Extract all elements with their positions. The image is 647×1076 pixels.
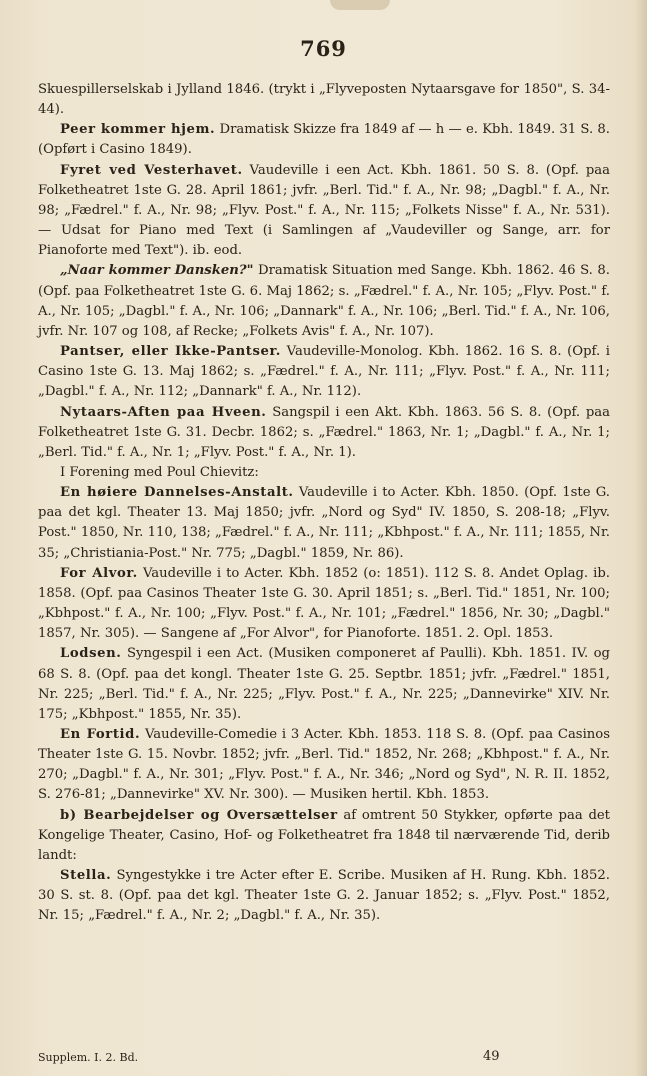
- entry-heading: I Forening med Poul Chievitz:: [60, 464, 259, 480]
- entry-title: Pantser, eller Ikke-Pantser.: [60, 344, 282, 360]
- entry-title: For Alvor.: [60, 565, 138, 581]
- page-notch: [330, 0, 390, 10]
- entry-text: Vaudeville i to Acter. Kbh. 1850. (Opf. 1ste G. paa det kgl. Theater 13. Maj 1850; jvfr. „Nord og Syd" IV. 1850, S. 208-18; „Flyv. Post." 1850, Nr. 110, 138; „Fædrel." f. A., Nr. 111; „Kbhpost." f. A., Nr. 111; 1855, Nr. 35; „Christiania-Post." Nr. 775; „Dagbl." 1859, Nr. 86).: [38, 485, 610, 561]
- entry-title: Lodsen.: [60, 646, 122, 662]
- entry-0: [38, 80, 610, 120]
- entry-text: Dramatisk Situation med Sange. Kbh. 1862. 46 S. 8. (Opf. paa Folketheatret 1ste G. 6. Maj 1862; s. „Fædrel." f. A., Nr. 105; „Flyv. Post." f. A., Nr. 105; „Dagbl." f. A., Nr. 106; „Dannark" f. A., Nr. 106; „Berl. Tid." f. A., Nr. 106, jvfr. Nr. 107 og 108, af Recke; „Folkets Avis" f. A., Nr. 107).: [38, 263, 610, 339]
- entry-8: [38, 564, 610, 645]
- entry-text: Syngestykke i tre Acter efter E. Scribe. Musiken af H. Rung. Kbh. 1852. 30 S. st. 8. (Opf. paa det kgl. Theater 1ste G. 2. Januar 1852; s. „Flyv. Post." 1852, Nr. 15; „Fædrel." f. A., Nr. 2; „Dagbl." f. A., Nr. 35).: [38, 868, 610, 924]
- entry-text: Syngespil i een Act. (Musiken componeret af Paulli). Kbh. 1851. IV. og 68 S. 8. (Opf. paa det kongl. Theater 1ste G. 25. Septbr. 1851; jvfr. „Fædrel." 1851, Nr. 225; „Berl. Tid." f. A., Nr. 225; „Flyv. Post." f. A., Nr. 225; „Dannevirke" XIV. Nr. 175; „Kbhpost." 1855, Nr. 35).: [38, 646, 610, 722]
- printer-signature: Supplem. I. 2. Bd.: [38, 1051, 139, 1064]
- entry-1: [38, 120, 610, 160]
- entry-title: „Naar kommer Dansken?": [60, 263, 254, 279]
- entry-12: [38, 866, 610, 926]
- entry-title: Peer kommer hjem.: [60, 122, 216, 138]
- entry-4: [38, 342, 610, 402]
- entry-3: [38, 261, 610, 342]
- entry-6: [38, 463, 610, 483]
- entry-text: Vaudeville-Monolog. Kbh. 1862. 16 S. 8. (Opf. i Casino 1ste G. 13. Maj 1862; s. „Fædrel." f. A., Nr. 111; „Flyv. Post." f. A., Nr. 111; „Dagbl." f. A., Nr. 112; „Dannark" f. A., Nr. 112).: [38, 344, 610, 400]
- page-number: 769: [300, 36, 347, 61]
- entry-text: Sangspil i een Akt. Kbh. 1863. 56 S. 8. (Opf. paa Folketheatret 1ste G. 31. Decbr. 1862; s. „Fædrel." 1863, Nr. 1; „Dagbl." f. A., Nr. 1; „Berl. Tid." f. A., Nr. 1; „Flyv. Post." f. A., Nr. 1).: [38, 404, 610, 460]
- entry-9: [38, 644, 610, 725]
- entry-10: [38, 725, 610, 806]
- entry-text: Vaudeville i een Act. Kbh. 1861. 50 S. 8. (Opf. paa Folketheatret 1ste G. 28. April 1861; jvfr. „Berl. Tid." f. A., Nr. 98; „Dagbl." f. A., Nr. 98; „Fædrel." f. A., Nr. 98; „Flyv. Post." f. A., Nr. 115; „Folkets Nisse" f. A., Nr. 531). — Udsat for Piano med Text (i Samlingen af „Vaudeviller og Sange, arr. for Pianoforte med Text"). ib. eod.: [38, 162, 610, 259]
- page-edge-shadow: [635, 0, 647, 1076]
- entry-text: af omtrent 50 Stykker, opførte paa det Kongelige Theater, Casino, Hof- og Folketheatret fra 1848 til nærværende Tid, derib landt:: [38, 807, 610, 863]
- entry-2: [38, 161, 610, 262]
- entry-text: Vaudeville-Comedie i 3 Acter. Kbh. 1853. 118 S. 8. (Opf. paa Casinos Theater 1ste G. 15. Novbr. 1852; jvfr. „Berl. Tid." 1852, Nr. 268; „Kbhpost." f. A., Nr. 270; „Dagbl." f. A., Nr. 301; „Flyv. Post." f. A., Nr. 346; „Nord og Syd", N. R. II. 1852, S. 276-81; „Dannevirke" XV. Nr. 300). — Musiken hertil. Kbh. 1853.: [38, 727, 610, 803]
- entry-title: Nytaars-Aften paa Hveen.: [60, 404, 267, 420]
- entry-title: Fyret ved Vesterhavet.: [60, 162, 243, 178]
- entry-11: [38, 806, 610, 866]
- entry-text: Skuespillerselskab i Jylland 1846. (trykt i „Flyveposten Nytaarsgave for 1850", S. 34-44).: [38, 82, 610, 118]
- entry-text: Dramatisk Skizze fra 1849 af — h — e. Kbh. 1849. 31 S. 8. (Opført i Casino 1849).: [38, 122, 610, 158]
- entry-title: Stella.: [60, 868, 112, 884]
- entry-text: Vaudeville i to Acter. Kbh. 1852 (o: 1851). 112 S. 8. Andet Oplag. ib. 1858. (Opf. paa Casinos Theater 1ste G. 30. April 1851; s. „Berl. Tid." 1851, Nr. 100; „Kbhpost." f. A., Nr. 100; „Flyv. Post." f. A., Nr. 101; „Fædrel." 1856, Nr. 30; „Dagbl." 1857, Nr. 305). — Sangene af „For Alvor", for Pianoforte. 1851. 2. Opl. 1853.: [38, 565, 611, 642]
- entry-7: [38, 483, 610, 564]
- entry-title: b) Bearbejdelser og Oversættelser: [60, 807, 338, 823]
- sheet-number: 49: [483, 1049, 500, 1064]
- entry-title: En høiere Dannelses-Anstalt.: [60, 485, 294, 501]
- entry-title: En Fortid.: [60, 727, 141, 742]
- bibliography-text: [38, 80, 610, 927]
- entry-5: [38, 403, 610, 463]
